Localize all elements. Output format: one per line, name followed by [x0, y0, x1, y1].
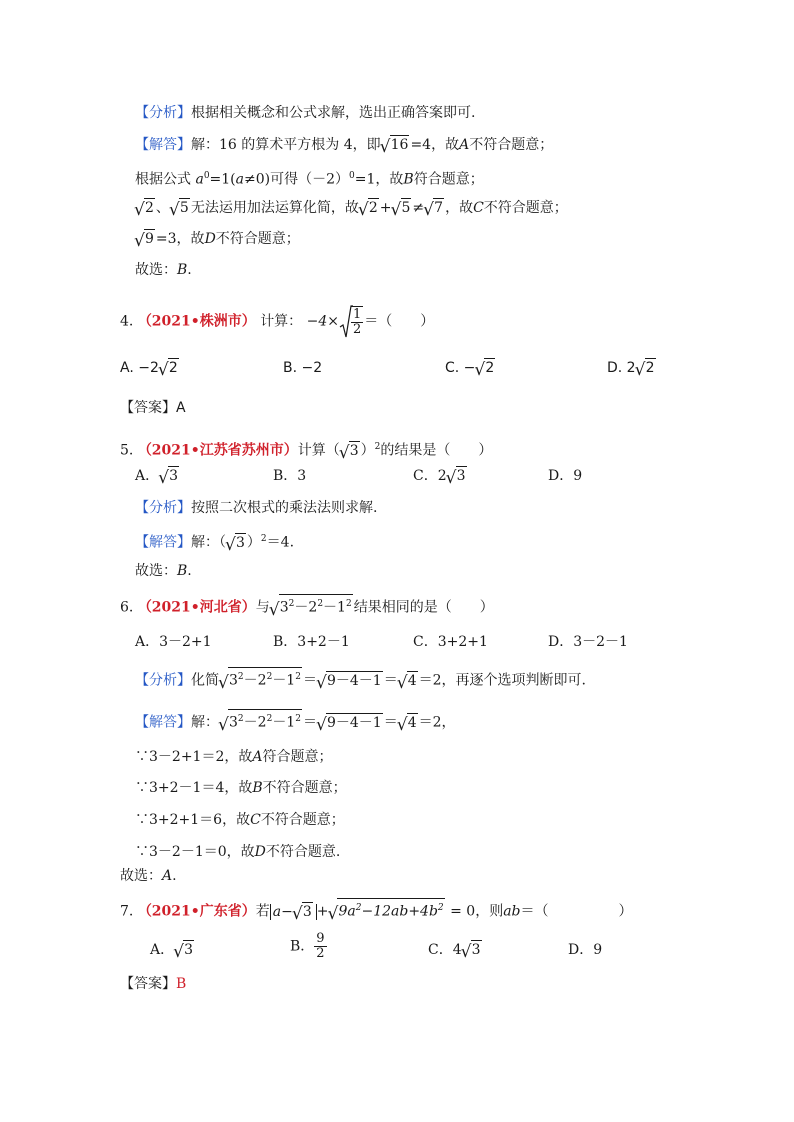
option-label: D．9	[548, 468, 583, 484]
text: ∵3+2+1＝6，故	[135, 812, 251, 828]
sqrt-3: √ 3	[447, 466, 467, 486]
sqrt-9-4-1: √ 9－4－1	[317, 713, 383, 733]
text: ∵3－2－1＝0，故	[135, 844, 255, 860]
q3-solution-line-2: 根据公式 $a^0=1(a\ne 0)$可得$(-2)^0=1$，故B符合题意；	[135, 171, 484, 188]
sqrt-3: √ 3	[174, 940, 194, 960]
text: ＝2，再逐个选项判断即可.	[418, 672, 586, 689]
option-label: B.	[283, 360, 298, 376]
text: 故选：	[120, 868, 162, 884]
analysis-text: 按照二次根式的乘法法则求解.	[191, 500, 378, 516]
q6-option-a: A．3－2+1	[135, 634, 212, 650]
text: ≠0)可得（－2）	[244, 171, 350, 188]
text: 不符合题意；	[262, 780, 347, 796]
text: 故选：	[135, 262, 177, 278]
analysis-tag: 【分析】	[135, 105, 191, 121]
sqrt-expression: √ $3^2-2^2-1^2$	[219, 709, 302, 733]
option-label: D．9	[568, 942, 603, 958]
option-label: A．	[135, 468, 160, 484]
sqrt-7: √ 7	[424, 198, 444, 218]
question-number: 7.	[120, 903, 134, 920]
text: 解：16 的算术平方根为 4，即	[191, 137, 381, 153]
analysis-tag: 【分析】	[135, 672, 191, 689]
text: ＝4.	[266, 534, 295, 551]
q3-solution-line-4	[135, 229, 300, 249]
q6-reason-2: ∵3+2－1＝4，故B不符合题意；	[135, 780, 347, 796]
sqrt-5b: √ 5	[392, 198, 412, 218]
text: 不符合题意；	[260, 812, 345, 828]
text: 结果相同的是（ ）	[353, 599, 494, 616]
q3-choice: 故选：B.	[135, 262, 192, 278]
text: 解：	[191, 714, 219, 731]
sqrt-3: √ 3	[462, 940, 482, 960]
q7-stem: 7. （2021•广东省）若 a−√ 3 +√ $9a^2-12ab+4b^2 = 0$，则ab＝（ ）	[120, 898, 633, 922]
sqrt-3: √ 3	[226, 533, 246, 553]
q3-solution-line-3: √ 2 、√ 5 无法运用加法运算化简，故√ 2 +√ 5 ≠√ 7 ，故C不符合题意；	[135, 198, 568, 218]
solution-tag: 【解答】	[135, 137, 191, 153]
sqrt-16: √ 16	[381, 135, 410, 155]
question-source: （2021•江苏省苏州市）	[137, 442, 298, 459]
q4-stem: 4. （2021•株洲市） 计算： −4× $\frac{1}{2}$ ＝（ ）	[120, 307, 435, 337]
q6-reason-1: ∵3－2+1＝2，故A符合题意；	[135, 749, 333, 765]
q5-option-c	[413, 466, 468, 486]
option-label: B．	[290, 938, 315, 955]
sqrt-3: √ 3	[340, 441, 360, 461]
text: =3，故	[155, 231, 205, 247]
sqrt-4: √ 4	[398, 671, 418, 691]
var-c: C	[473, 200, 484, 216]
var-d: D	[204, 231, 216, 247]
q3-solution-line-1	[135, 135, 553, 155]
text: ∵3+2－1＝4，故	[135, 780, 253, 796]
option-label: C．2	[413, 468, 447, 484]
text: 与	[255, 599, 270, 616]
text: 若	[255, 903, 270, 920]
q6-reason-3: ∵3+2+1＝6，故C不符合题意；	[135, 812, 345, 828]
q6-option-b: B．3+2－1	[273, 634, 350, 650]
option-label: D.	[607, 360, 623, 376]
text: 不符合题意；	[215, 231, 300, 247]
sqrt-3: √ 3	[293, 902, 313, 922]
q5-option-b	[273, 466, 306, 486]
q7-answer	[120, 974, 186, 994]
sqrt-5: √ 5	[170, 198, 190, 218]
q5-choice: 故选：B.	[135, 563, 192, 579]
answer-value: B	[176, 976, 187, 992]
frac-denominator: 2	[316, 946, 325, 961]
text: 的结果是（ ）	[380, 442, 493, 459]
question-source: （2021•河北省）	[137, 599, 256, 616]
sqrt-expression: √ $3^2-2^2-1^2$	[219, 667, 302, 691]
question-number: 6.	[120, 599, 134, 616]
text: 故选：	[135, 563, 177, 579]
sqrt-2: √ 2	[159, 358, 179, 378]
q6-option-d: D．3－2－1	[548, 634, 628, 650]
q6-reason-4: ∵3－2－1＝0，故D不符合题意.	[135, 844, 341, 860]
q6-choice: 故选：A.	[120, 868, 177, 884]
q4-option-c: C. −√ 2	[445, 358, 496, 378]
answer-tag: 【答案】	[120, 976, 176, 992]
q4-answer	[120, 398, 186, 418]
q7-option-b	[290, 932, 327, 961]
sqrt-half: $\frac{1}{2}$	[339, 306, 363, 337]
q7-option-c	[428, 940, 483, 960]
text: ＝（ ）	[520, 903, 633, 920]
sqrt-4: √ 4	[398, 713, 418, 733]
question-source: （2021•株洲市）	[137, 313, 256, 330]
sqrt-expression: √ $3^2-2^2-1^2$	[270, 594, 353, 618]
text: =4，故	[410, 137, 460, 153]
solution-tag: 【解答】	[135, 714, 191, 731]
text: 符合题意；	[262, 749, 333, 765]
question-source: （2021•广东省）	[137, 903, 256, 920]
text: ＝（ ）	[364, 313, 435, 330]
text: 计算：	[260, 313, 303, 330]
q5-solution: 【解答】解：（√ 3 ）$^2$＝4.	[135, 529, 294, 553]
q5-option-a	[135, 466, 180, 486]
choice-letter: B	[177, 262, 188, 278]
text: 不符合题意；	[483, 200, 568, 216]
question-number: 4.	[120, 313, 134, 330]
sqrt-2: √ 2	[475, 358, 495, 378]
option-label: A.	[120, 360, 134, 376]
sqrt-2: √ 2	[135, 198, 155, 218]
q4-option-b	[283, 358, 322, 378]
choice-letter: B	[177, 563, 188, 579]
q3-analysis	[135, 103, 475, 123]
text: 化简	[191, 672, 219, 689]
text: ，则	[475, 903, 504, 920]
text: 解：（	[191, 534, 226, 551]
q6-solution: 【解答】解：√ $3^2-2^2-1^2$ ＝√ 9－4－1 ＝√ 4 ＝2，	[135, 709, 456, 733]
text: 不符合题意；	[469, 137, 554, 153]
sqrt-2: √ 2	[636, 358, 656, 378]
answer-value: A	[176, 400, 186, 416]
q4-option-d: D. 2√ 2	[607, 358, 657, 378]
option-label: B．3	[273, 468, 307, 484]
q7-option-d	[568, 940, 602, 960]
option-label: C.	[445, 360, 460, 376]
q6-option-c: C．3+2+1	[413, 634, 488, 650]
sqrt-3: √ 3	[159, 466, 179, 486]
sqrt-quadratic: √ $9a^2-12ab+4b^2$	[328, 898, 444, 922]
frac-numerator: 9	[316, 931, 325, 946]
text: ，故	[445, 200, 474, 216]
sqrt-9: √ 9	[135, 229, 155, 249]
option-label: A．	[150, 942, 175, 958]
q7-option-a	[150, 940, 195, 960]
text: ）	[360, 442, 375, 459]
sqrt-9-4-1: √ 9－4－1	[317, 671, 383, 691]
analysis-tag: 【分析】	[135, 500, 191, 516]
q6-stem	[120, 594, 494, 618]
q6-analysis: 【分析】化简√ $3^2-2^2-1^2$ ＝√ 9－4－1 ＝√ 4 ＝2，再逐个选项判断即可.	[135, 667, 586, 691]
question-number: 5.	[120, 442, 134, 459]
option-value: −2	[301, 360, 323, 376]
text: 不符合题意.	[265, 844, 341, 860]
text: 无法运用加法运算化简，故	[190, 200, 359, 216]
analysis-text: 根据相关概念和公式求解，选出正确答案即可.	[191, 105, 476, 121]
solution-tag: 【解答】	[135, 534, 191, 551]
text: ＝2，	[418, 714, 456, 731]
q5-stem: 5. （2021•江苏省苏州市）计算（√ 3 ）$^2$的结果是（ ）	[120, 437, 492, 461]
sqrt-2b: √ 2	[359, 198, 379, 218]
choice-letter: A	[162, 868, 173, 884]
text: 计算（	[297, 442, 340, 459]
text: =1(	[209, 171, 236, 188]
var-b: B	[403, 171, 414, 188]
answer-tag: 【答案】	[120, 400, 176, 416]
text: =1，故	[354, 171, 404, 188]
q4-option-a: A. −2√ 2	[120, 358, 180, 378]
text: ∵3－2+1＝2，故	[135, 749, 253, 765]
q5-option-d	[548, 466, 582, 486]
text: ）	[246, 534, 261, 551]
var-a: A	[459, 137, 470, 153]
q5-analysis	[135, 498, 377, 518]
text: 符合题意；	[413, 171, 484, 188]
option-label: C．4	[428, 942, 462, 958]
text: 根据公式	[135, 171, 191, 188]
